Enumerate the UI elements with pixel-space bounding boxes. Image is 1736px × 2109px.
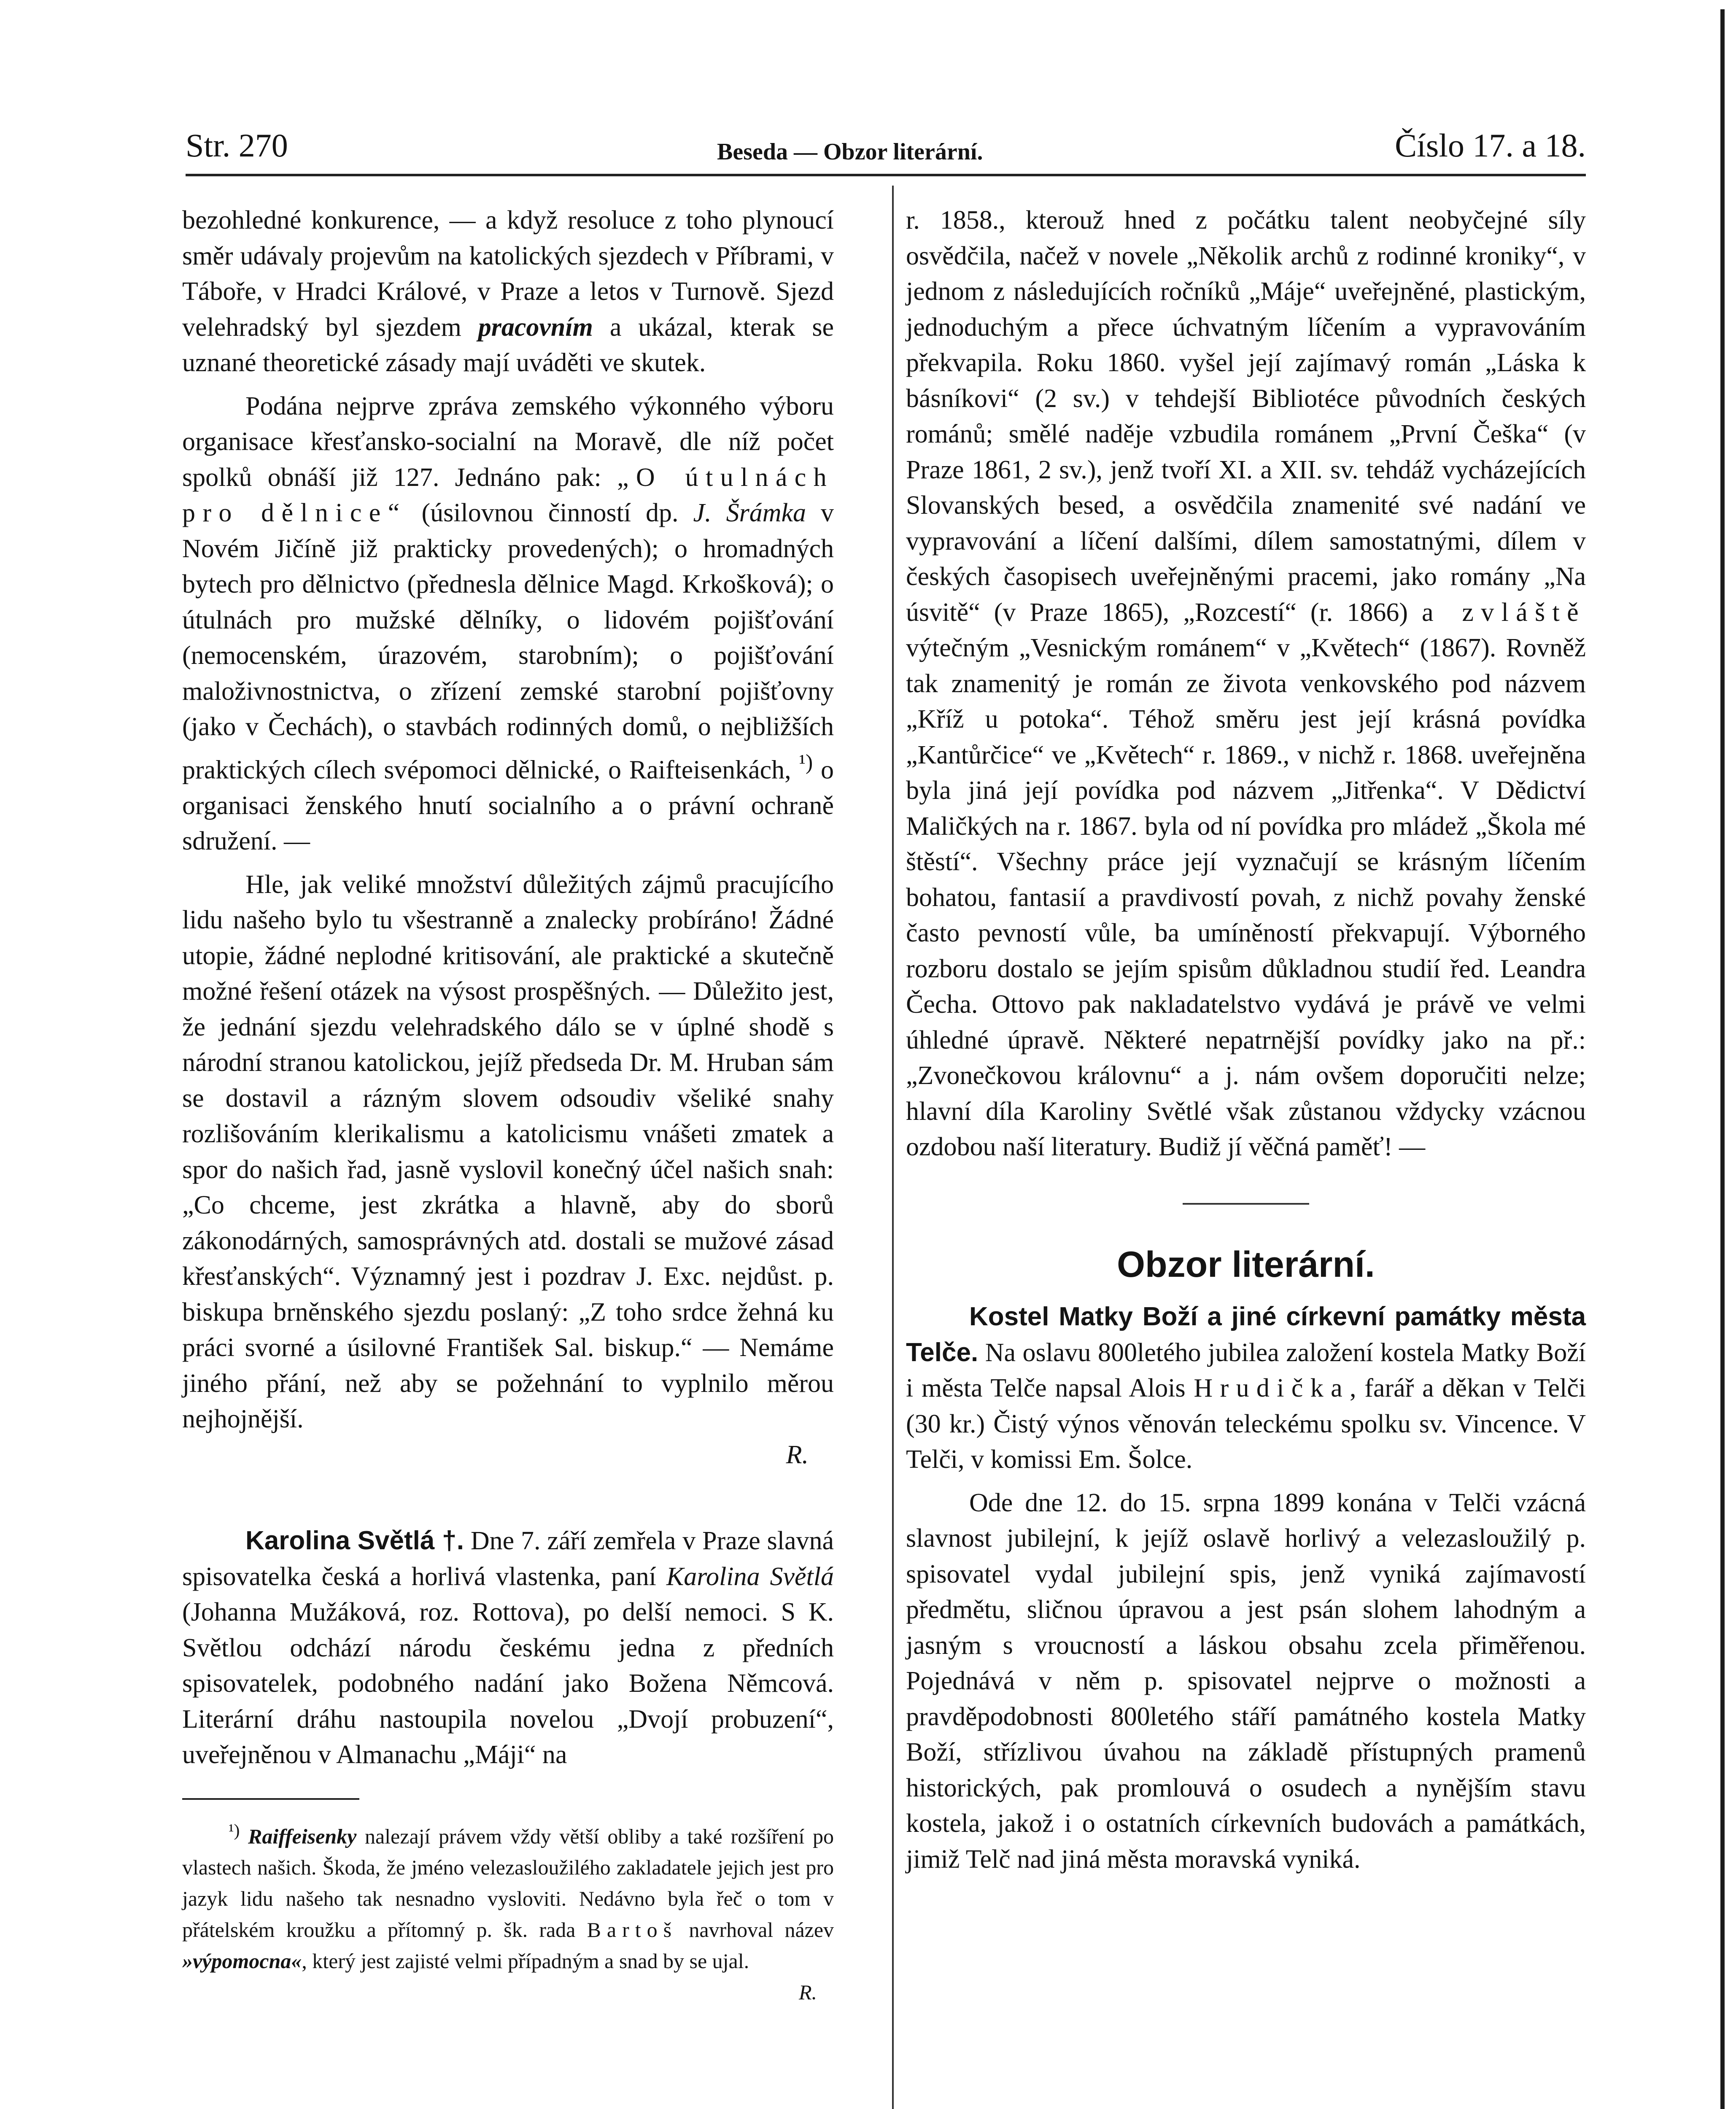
signature: R. [798, 1980, 817, 2004]
footnote-term: »výpomocna« [182, 1949, 302, 1973]
section-rule [1183, 1203, 1309, 1205]
page-header [186, 127, 1586, 173]
paragraph [906, 1485, 1586, 1877]
obituary-title: Karolina Světlá †. [245, 1526, 464, 1556]
person-name: Bartoš [587, 1918, 678, 1942]
author-name: Hrudička [1194, 1374, 1350, 1402]
footnote-ref: ¹) [799, 750, 813, 774]
column-divider [892, 186, 894, 2109]
right-column [906, 202, 1586, 1877]
text: (úsilovnou činností dp. [421, 499, 679, 527]
text: Podána nejprve zpráva zemského výkonného výboru organisace křesťansko-socialní na Moravě, dle níž počet spolků obnáší již 127. Jednáno pak: [182, 391, 834, 492]
header-rule [186, 174, 1586, 176]
spaced-title: „O útulnách pro dělnice“ [182, 463, 834, 527]
text: , farář a děkan v Telči (30 kr.) Čistý výnos věnován teleckému spolku sv. Vincence. V Telči, v komissi Em. Šolce. [906, 1374, 1586, 1474]
footnote-rule [182, 1798, 359, 1800]
paragraph [182, 202, 834, 381]
text: nalezají právem vždy větší obliby a také rozšíření po vlastech našich. Škoda, že jméno velezasloužilého zakladatele jejich jest pro jazyk lidu našeho tak nesnadno vysloviti. Nedávno byla řeč o tom v přátelském kroužku a přítomný p. šk. rada [182, 1824, 834, 1942]
paragraph [906, 202, 1586, 1165]
paragraph [182, 388, 834, 859]
text: Na oslavu 800letého jubilea založení kostela Matky Boží i města Telče napsal Alois [906, 1338, 1586, 1402]
footnote-term: Raiffeisenky [248, 1824, 357, 1848]
paragraph [182, 867, 834, 1473]
left-column [182, 202, 834, 2008]
text: , který jest zajisté velmi případným a snad by se ujal. [302, 1949, 749, 1973]
text: Dne 7. září zemřela v Praze slavná spisovatelka česká a horlivá vlastenka, paní [182, 1526, 834, 1591]
emphasis: pracovním [478, 313, 593, 342]
text: Ode dne 12. do 15. srpna 1899 konána v Telči vzácná slavnost jubilejní, k jejíž oslavě horlivý a velezasloužilý p. spisovatel vydal jubilejní spis, jenž vyniká zajímavostí předmětu, sličnou úpravou a jest psán slohem lahodným a jasným s vroucností a láskou obsahu zcela přiměřenou. Pojednává v něm p. spisovatel nejprve o možnosti a pravděpodobnosti 800letého stáří památného kostela Matky Boží, střízlivou úvahou na základě přístupných pramenů historických, pak promlouvá o osudech a nynějším stavu kostela, jakož i o ostatních církevních budovách a památkách, jimiž Telč nad jiná města moravská vyniká. [906, 1488, 1586, 1874]
page-edge-right [1720, 9, 1725, 2109]
text: v Novém Jičíně již prakticky provedených); o hromadných bytech pro dělnictvo (přednesla dělnice Magd. Krkošková); o útulnách pro mužské dělníky, o lidovém pojišťování (nemocenském, úrazovém, starobním); o pojišťování maloživnostnictva, o zřízení zemské starobní pojišťovny (jako v Čechách), o stavbách rodinných domů, o nejbližších praktických cílech svépomoci dělnické, o Raifteisenkách, [182, 499, 834, 785]
person-name: Karolina Světlá [666, 1562, 834, 1591]
running-title: Beseda — Obzor literární. [717, 139, 983, 165]
text: Hle, jak veliké množství důležitých zájmů pracujícího lidu našeho bylo tu všestranně a znalecky probíráno! Žádné utopie, žádné neplodné kritisování, ale praktické a skutečně možné řešení otázek na výsost prospěšných. — Důležito jest, že jednání sjezdu velehradského dálo se v úplné shodě s národní stranou katolickou, jejíž předseda Dr. M. Hruban sám se dostavil a rázným slovem odsoudiv všeliké snahy rozlišováním klerikalismu a katolicismu vnášeti zmatek a spor do našich řad, jasně vyslovil konečný účel našich snah: „Co chceme, jest zkrátka a hlavně, aby do sborů zákonodárných, samosprávných atd. dostali se mužové zásad křesťanských“. Významný jest i pozdrav J. Exc. nejdůst. p. biskupa brněnského sjezdu poslaný: „Z toho srdce žehná ku práci svorné a úsilovné František Sal. biskup.“ — Nemáme jiného přání, než aby se požehnání to vyplnilo měrou nejhojnější. [182, 870, 834, 1434]
text: o organisaci ženského hnutí socialního a o právní ochraně sdružení. — [182, 755, 834, 856]
text: navrhoval název [689, 1918, 834, 1942]
section-title: Obzor literární. [1117, 1244, 1375, 1285]
text: r. 1858., kterouž hned z počátku talent neobyčejné síly osvědčila, načež v novele „Několik archů z rodinné kroniky“, v jednom z následujících ročníků „Máje“ uveřejněné, plastickým, jednoduchým a přece úchvatným líčením a vypravováním překvapila. Roku 1860. vyšel její zajímavý román „Láska k básníkovi“ (2 sv.) v tehdejší Bibliotéce původních českých románů; smělé naděje vzbudila románem „První Češka“ (v Praze 1861, 2 sv.), jenž tvoří XI. a XII. sv. tehdáž vycházejících Slovanských besed, a osvědčila znamenité své nadání ve vypravování a líčení dalšími, dílem samostatnými, dílem v českých časopisech uveřejněnými pracemi, jako romány „Na úsvitě“ (v Praze 1865), „Rozcestí“ (r. 1866) [906, 206, 1586, 627]
text: (Johanna Mužáková, roz. Rottova), po delší nemoci. S K. Světlou odchází národu českému jedna z předních spisovatelek, podobného nadání jako Božena Němcová. Literární dráhu nastoupila novelou „Dvojí probuzení“, uveřejněnou v Almanachu „Máji“ na [182, 1598, 834, 1769]
issue-number: Číslo 17. a 18. [1395, 127, 1586, 164]
person-name: J. Šrámka [693, 499, 806, 527]
text: výtečným „Vesnickým románem“ v „Květech“ (1867). Rovněž tak znamenitý je román ze života venkovského pod názvem „Kříž u potoka“. Téhož směru jest její krásná povídka „Kantůrčice“ ve „Květech“ r. 1869., v nichž r. 1868. uveřejněna byla jiná její povídka pod názvem „Jitřenka“. V Dědictví Maličkých na r. 1867. byla od ní povídka pro mládež „Škola mé štěstí“. Všechny práce její vyznačují se krásným líčením bohatou, fantasií a pravdivostí povah, z nichž povahy ženské často pevností vůle, ba umíněností překvapují. Výborného rozboru dostalo se jejím spisům důkladnou studií řed. Leandra Čecha. Ottovo pak nakladatelstvo vydává je právě ve velmi úhledné úpravě. Některé nepatrnější povídky jako na př.: „Zvonečkovou královnu“ a j. nám ovšem doporučiti nelze; hlavní díla Karoliny Světlé však zůstanou vždycky vzácnou ozdobou naší literatury. Budiž jí věčná paměť! — [906, 634, 1586, 1161]
signature: R. [786, 1440, 809, 1469]
spaced-text: a zvláště [1422, 598, 1586, 627]
text: bezohledné konkurence, — a když resoluce z toho plynoucí směr udávaly projevům na katolických sjezdech v Příbrami, v Táboře, v Hradci Králové, v Praze a letos v Turnově. Sjezd velehradský byl sjezdem [182, 206, 834, 342]
obituary-paragraph [182, 1523, 834, 1773]
footnote-mark: ¹) [229, 1820, 240, 1840]
footnote [182, 1815, 834, 2008]
book-title: Kostel Matky Boží a jiné církevní památky města Telče. [906, 1302, 1586, 1367]
page-number: Str. 270 [186, 127, 288, 164]
book-review-intro [906, 1299, 1586, 1478]
text: a ukázal, kterak se uznané theoretické zásady mají uváděti ve skutek. [182, 313, 834, 377]
